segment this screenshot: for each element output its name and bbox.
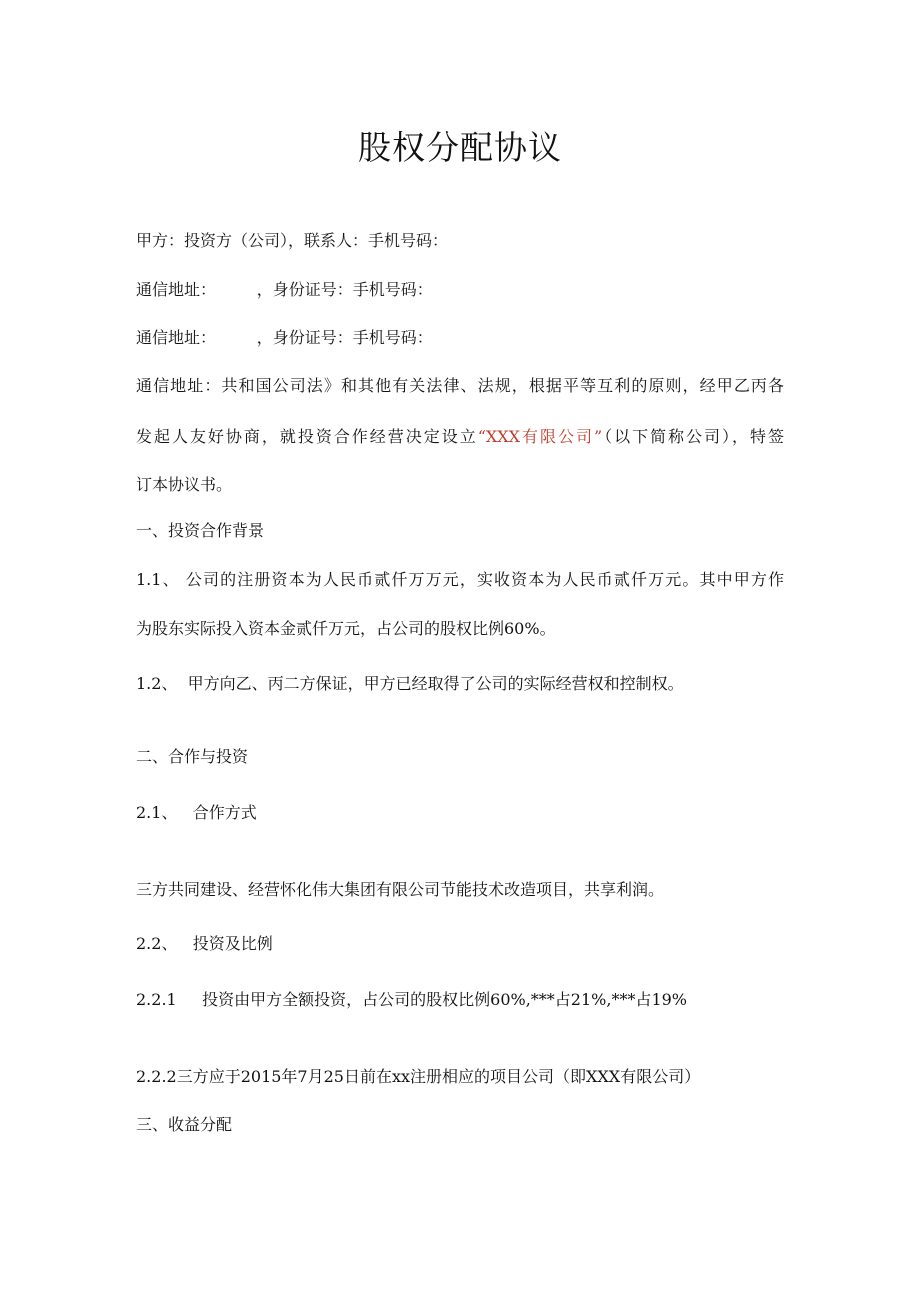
item-2-1-text: 三方共同建设、经营怀化伟大集团有限公司节能技术改造项目，共享利润。	[136, 880, 665, 899]
intro-line-2	[136, 426, 784, 448]
party-a-line: 甲方：投资方（公司），联系人：手机号码：	[136, 231, 449, 250]
intro-line-2-before: 发起人友好协商，就投资合作经营决定设立	[136, 427, 478, 446]
section-2-heading: 二、合作与投资	[136, 747, 249, 766]
item-1-1-line-1: 1.1、 公司的注册资本为人民币贰仟万万元，实收资本为人民币贰仟万元。其中甲方作	[136, 570, 784, 589]
intro-line-1: 通信地址：共和国公司法》和其他有关法律、法规，根据平等互利的原则，经甲乙丙各	[136, 376, 784, 395]
item-1-2: 1.2、 甲方向乙、丙二方保证，甲方已经取得了公司的实际经营权和控制权。	[136, 674, 684, 693]
item-2-1: 2.1、 合作方式	[136, 803, 257, 822]
address-line-1: 通信地址： ，身份证号：手机号码：	[136, 280, 433, 299]
company-name: “XXX有限公司”	[477, 427, 603, 446]
address-line-2: 通信地址： ，身份证号：手机号码：	[136, 328, 433, 347]
document-title: 股权分配协议	[358, 128, 562, 167]
item-2-2: 2.2、 投资及比例	[136, 934, 273, 953]
section-3-heading: 三、收益分配	[136, 1115, 233, 1134]
section-1-heading: 一、投资合作背景	[136, 521, 265, 540]
intro-line-3: 订本协议书。	[136, 475, 233, 494]
item-2-2-1: 2.2.1 投资由甲方全额投资，占公司的股权比例60%,***占21%,***占19%	[136, 990, 688, 1009]
intro-line-2-after: （以下简称公司），特签	[602, 427, 784, 446]
item-2-2-2: 2.2.2三方应于2015年7月25日前在xx注册相应的项目公司（即XXX有限公司）	[136, 1067, 701, 1086]
item-1-1-line-2: 为股东实际投入资本金贰仟万元，占公司的股权比例60%。	[136, 619, 556, 638]
